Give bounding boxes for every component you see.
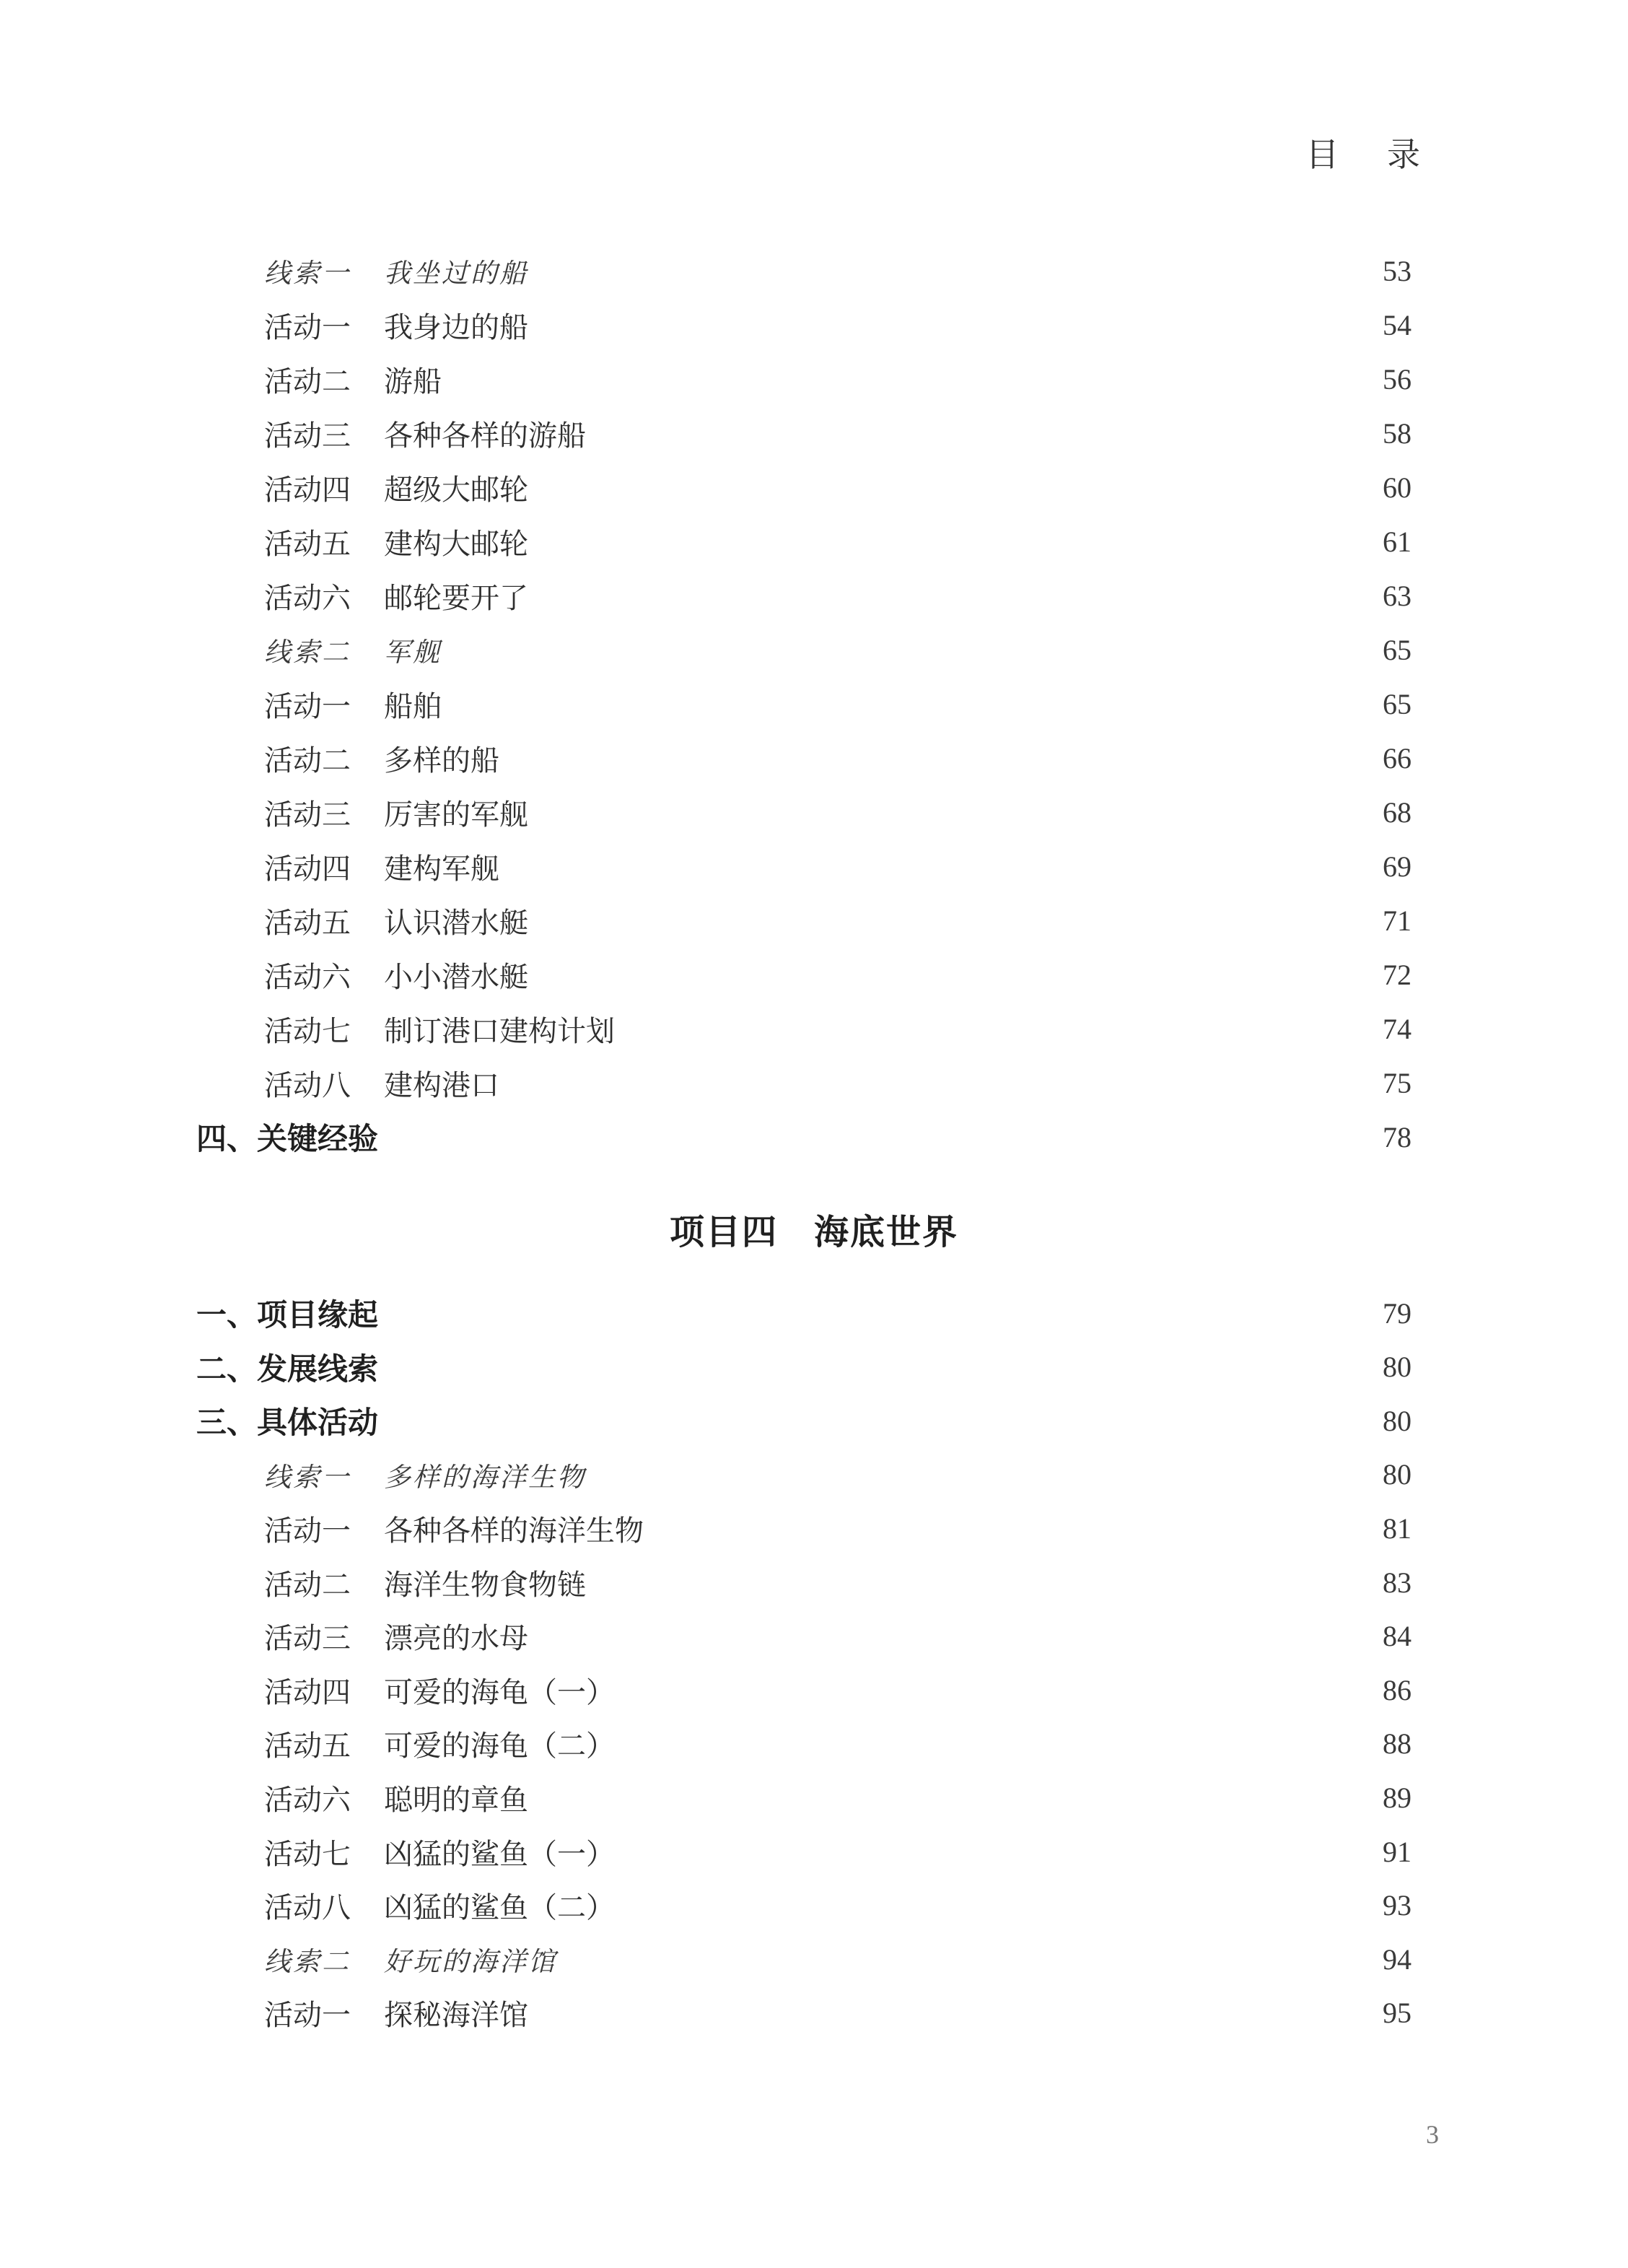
toc-entry-label: 活动七 [264,1014,351,1048]
toc-entry-page: 78 [1383,1120,1412,1153]
toc-entry-label: 活动六 [264,1783,351,1817]
toc-entry-label: 活动八 [264,1891,351,1925]
toc-entry [0,406,1628,460]
toc-entry [0,1340,1628,1394]
toc-entry-title: 认识潜水艇 [384,906,528,940]
toc-entry-title: 多样的船 [384,743,499,777]
toc-entry-label: 二、发展线索 [196,1351,379,1387]
toc-entry-title: 凶猛的鲨鱼（二） [384,1891,615,1925]
toc-entry-label: 活动一 [264,310,351,344]
toc-entry-label: 一、项目缘起 [196,1297,379,1333]
toc-entry [0,1056,1628,1109]
toc-entry-label: 活动五 [264,527,351,561]
toc-entry-page: 94 [1383,1942,1412,1976]
toc-entry-label: 活动四 [264,1675,351,1709]
toc-entry [0,623,1628,676]
toc-entry [0,461,1628,514]
toc-entry [0,1394,1628,1447]
toc-entry-label: 活动二 [264,365,351,398]
toc-entry [0,1771,1628,1824]
toc-entry-title: 可爱的海龟（二） [384,1730,615,1763]
toc-entry-label: 活动三 [264,419,351,453]
toc-entry [0,1501,1628,1555]
toc-entry-page: 75 [1383,1066,1412,1099]
toc-entry [0,839,1628,893]
page-header-title: 目 录 [1305,135,1439,174]
toc-entry-label: 线索二 [264,1946,351,1978]
page-number: 3 [1426,2120,1439,2149]
toc-entry-label: 活动三 [264,798,351,832]
toc-entry-title: 船舶 [384,689,442,723]
toc-entry [0,352,1628,406]
toc-entry-title: 厉害的军舰 [384,798,528,832]
toc-entry [0,1717,1628,1771]
toc-entry-page: 89 [1383,1781,1412,1814]
toc-entry-page: 66 [1383,741,1412,775]
toc-entry [0,244,1628,297]
toc-entry [0,894,1628,947]
toc-entry-page: 58 [1383,416,1412,450]
toc-entry-title: 探秘海洋馆 [384,1999,528,2033]
toc-entry-page: 65 [1383,633,1412,666]
toc-entry [0,1932,1628,1986]
toc-entry-label: 活动六 [264,581,351,615]
toc-entry-title: 凶猛的鲨鱼（一） [384,1837,615,1871]
toc-entry-label: 活动一 [264,1999,351,2033]
toc-entry-page: 54 [1383,308,1412,341]
toc-entry-title: 聪明的章鱼 [384,1783,528,1817]
toc-entry-title: 建构大邮轮 [384,527,528,561]
toc-entry-page: 83 [1383,1566,1412,1599]
toc-entry [0,1825,1628,1878]
toc-entry-label: 线索一 [264,258,351,289]
toc-entry-page: 81 [1383,1512,1412,1545]
toc-entry-label: 活动五 [264,906,351,940]
toc-entry-page: 71 [1383,904,1412,937]
toc-entry-page: 56 [1383,362,1412,396]
toc-entry-page: 84 [1383,1620,1412,1653]
toc-entry-label: 三、具体活动 [196,1405,379,1441]
toc-entry-page: 95 [1383,1997,1412,2030]
toc-entry-page: 80 [1383,1351,1412,1384]
toc-entry [0,731,1628,785]
toc-entry [0,1610,1628,1663]
toc-entry-label: 活动七 [264,1837,351,1871]
toc-entry-label: 活动四 [264,473,351,507]
toc-entry-page: 93 [1383,1889,1412,1922]
toc-entry-page: 80 [1383,1404,1412,1437]
toc-entry [0,298,1628,352]
toc-entry-page: 86 [1383,1673,1412,1706]
toc-entry-title: 我身边的船 [384,310,528,344]
toc-entry [0,948,1628,1001]
toc-entry-page: 72 [1383,958,1412,991]
toc-entry-label: 四、关键经验 [196,1121,379,1156]
toc-entry-page: 80 [1383,1458,1412,1491]
toc-entry-label: 活动五 [264,1730,351,1763]
toc-entry-page: 61 [1383,525,1412,558]
toc-entry-label: 活动三 [264,1622,351,1656]
toc-entry-label: 活动一 [264,689,351,723]
toc-entry-page: 91 [1383,1835,1412,1868]
toc-entry-title: 海洋生物食物链 [384,1568,586,1602]
toc-entry-title: 可爱的海龟（一） [384,1675,615,1709]
toc-entry-label: 线索一 [264,1461,351,1493]
toc-entry-title: 邮轮要开了 [384,581,528,615]
project-title: 项目四 海底世界 [669,1212,958,1252]
toc-entry [0,1556,1628,1609]
toc-entry-label: 活动四 [264,852,351,886]
toc-entry-title: 游船 [384,365,442,398]
toc-entry-page: 68 [1383,795,1412,829]
toc-entry-label: 线索二 [264,637,351,668]
toc-entry [0,1110,1628,1164]
toc-entry [0,1448,1628,1501]
toc-entry-title: 各种各样的游船 [384,419,586,453]
toc-entry [0,1002,1628,1055]
toc-entry-title: 多样的海洋生物 [384,1461,586,1493]
toc-entry-label: 活动八 [264,1068,351,1102]
toc-entry-page: 53 [1383,254,1412,287]
toc-entry [0,1663,1628,1717]
toc-entry-label: 活动一 [264,1514,351,1548]
toc-entry-title: 好玩的海洋馆 [384,1946,557,1978]
toc-entry-title: 超级大邮轮 [384,473,528,507]
toc-entry-label: 活动六 [264,960,351,994]
toc-entry [0,1286,1628,1340]
toc-entry [0,1986,1628,2040]
toc-entry-page: 65 [1383,687,1412,720]
toc-entry-page: 79 [1383,1296,1412,1330]
toc-entry-label: 活动二 [264,743,351,777]
toc-entry-title: 制订港口建构计划 [384,1014,615,1048]
toc-entry-page: 60 [1383,471,1412,504]
toc-entry [0,677,1628,730]
toc-entry-title: 各种各样的海洋生物 [384,1514,644,1548]
toc-entry-title: 建构军舰 [384,852,499,886]
toc-entry-label: 活动二 [264,1568,351,1602]
toc-entry-title: 我坐过的船 [384,258,528,289]
toc-entry [0,569,1628,622]
toc-entry-page: 69 [1383,850,1412,883]
toc-entry-title: 小小潜水艇 [384,960,528,994]
toc-entry [0,785,1628,839]
toc-entry-page: 74 [1383,1012,1412,1045]
toc-entry-title: 漂亮的水母 [384,1622,528,1656]
toc-entry [0,515,1628,568]
toc-entry [0,1879,1628,1932]
toc-entry-page: 88 [1383,1727,1412,1761]
toc-entry-page: 63 [1383,579,1412,612]
toc-entry-title: 建构港口 [384,1068,499,1102]
toc-entry-title: 军舰 [384,637,442,668]
